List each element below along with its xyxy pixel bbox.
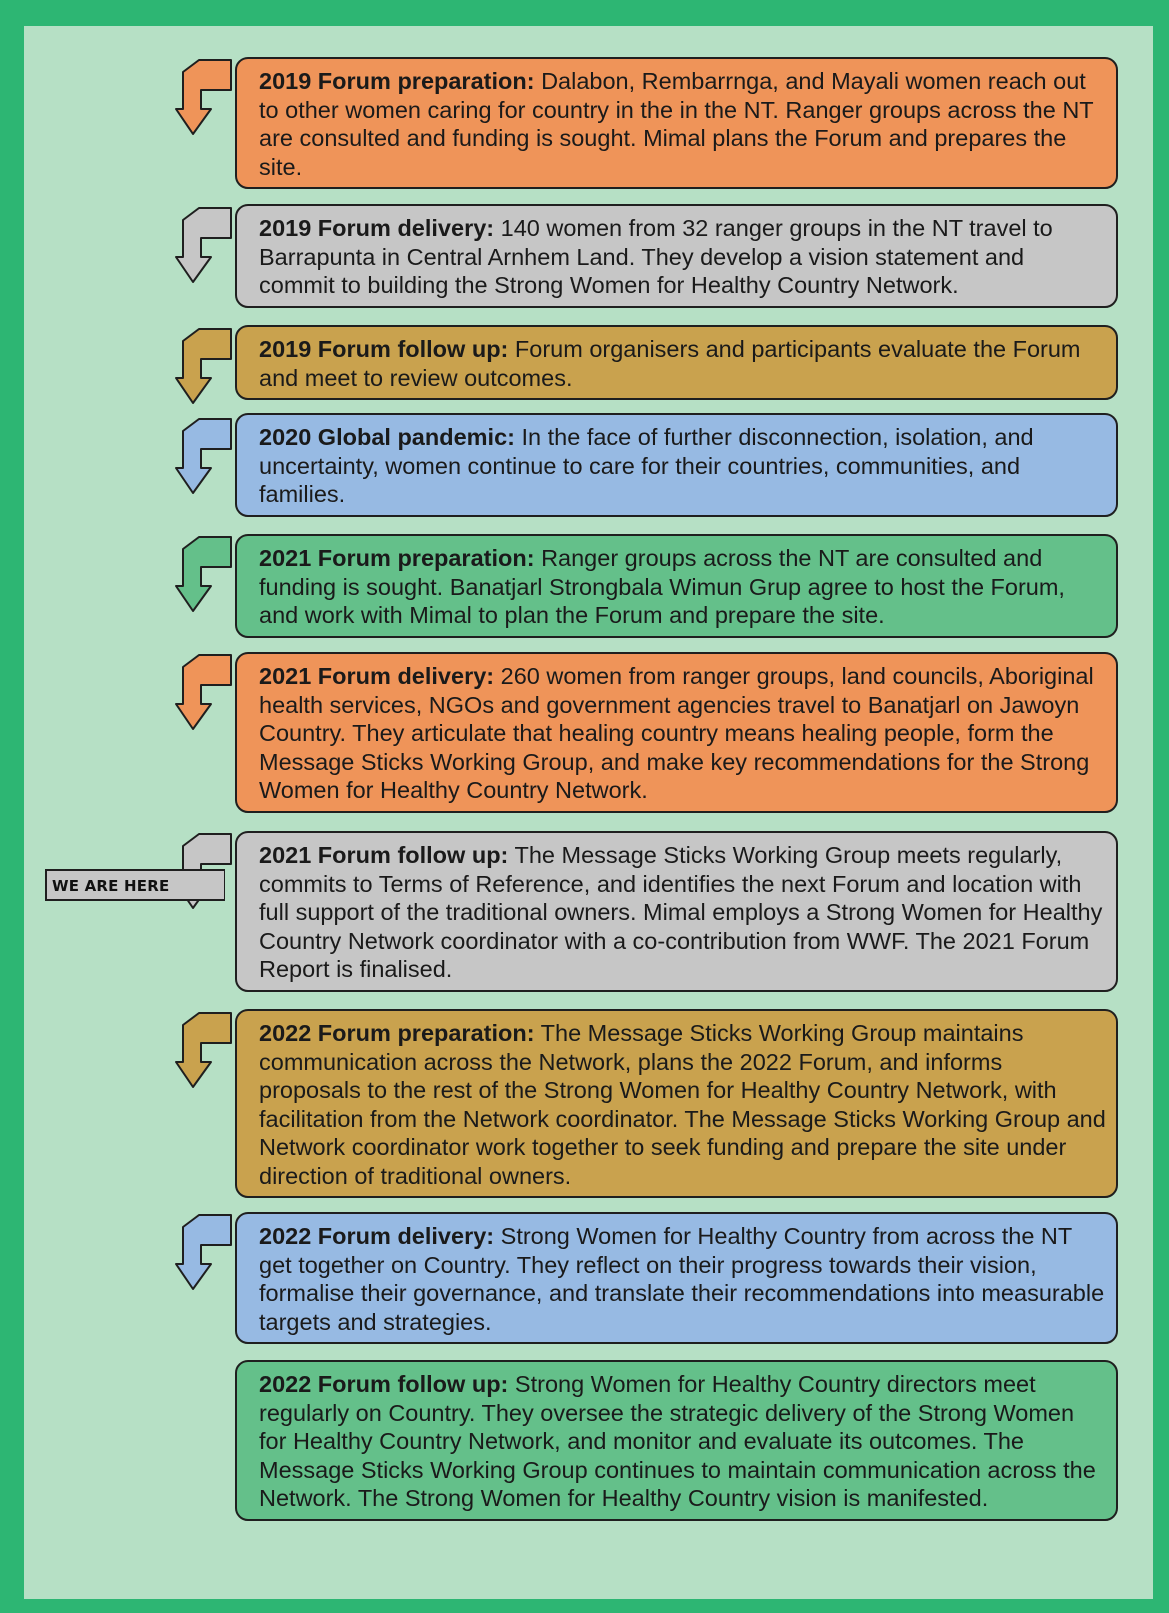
step-description: The Message Sticks Working Group maintains communication across the Network, plans the 2022 Forum, and informs proposals to the rest of the Strong Women for Healthy Country Network, with facilitation from the Network coordinator. The Message Sticks Working Group and Network coordinator work together to seek funding and prepare the site under direction of traditional owners.: [259, 1020, 1106, 1189]
step-heading: 2021 Forum delivery:: [259, 663, 495, 689]
timeline-step: [235, 831, 1118, 992]
step-heading: 2019 Forum preparation:: [259, 68, 535, 94]
arrow-down-icon: [175, 653, 235, 733]
step-heading: 2019 Forum follow up:: [259, 336, 509, 362]
step-description: Strong Women for Healthy Country directors meet regularly on Country. They oversee the strategic delivery of the Strong Women for Healthy Country Network, and monitor and evaluate its outcomes. The Message Sticks Working Group continues to maintain communication across the Network. The Strong Women for Healthy Country vision is manifested.: [259, 1371, 1096, 1511]
timeline-step: [235, 325, 1118, 400]
step-description: The Message Sticks Working Group meets regularly, commits to Terms of Reference, and identifies the next Forum and location with full support of the traditional owners. Mimal employs a Strong Women for Healthy Country Network coordinator with a co-contribution from WWF. The 2021 Forum Report is finalised.: [259, 842, 1103, 982]
timeline-step: [235, 204, 1118, 308]
step-heading: 2020 Global pandemic:: [259, 424, 515, 450]
arrow-down-icon: [175, 1213, 235, 1293]
step-heading: 2022 Forum delivery:: [259, 1223, 495, 1249]
step-description: Ranger groups across the NT are consulted and funding is sought. Banatjarl Strongbala Wimun Grup agree to host the Forum, and work with Mimal to plan the Forum and prepare the site.: [259, 545, 1065, 628]
step-description: Forum organisers and participants evaluate the Forum and meet to review outcomes.: [259, 336, 1081, 391]
arrow-down-icon: [175, 327, 235, 407]
step-description: In the face of further disconnection, isolation, and uncertainty, women continue to care for their countries, communities, and families.: [259, 424, 1034, 507]
timeline-step: [235, 1009, 1118, 1198]
timeline-step: [235, 534, 1118, 638]
step-heading: 2021 Forum follow up:: [259, 842, 509, 868]
arrow-down-icon: [175, 58, 235, 138]
timeline-step: [235, 652, 1118, 813]
arrow-down-icon: [175, 1011, 235, 1091]
arrow-down-icon: [175, 417, 235, 497]
step-description: 260 women from ranger groups, land councils, Aboriginal health services, NGOs and government agencies travel to Banatjarl on Jawoyn Country. They articulate that healing country means healing people, form the Message Sticks Working Group, and make key recommendations for the Strong Women for Healthy Country Network.: [259, 663, 1094, 803]
timeline-step: [235, 413, 1118, 517]
timeline-step: [235, 1360, 1118, 1521]
step-description: Dalabon, Rembarrnga, and Mayali women reach out to other women caring for country in the in the NT. Ranger groups across the NT are consulted and funding is sought. Mimal plans the Forum and prepares the site.: [259, 68, 1094, 180]
timeline-panel: [24, 26, 1153, 1599]
arrow-down-icon: [175, 206, 235, 286]
step-heading: 2022 Forum preparation:: [259, 1020, 535, 1046]
step-heading: 2019 Forum delivery:: [259, 215, 495, 241]
step-heading: 2021 Forum preparation:: [259, 545, 535, 571]
step-heading: 2022 Forum follow up:: [259, 1371, 509, 1397]
arrow-down-icon: [175, 535, 235, 615]
we-are-here-label: WE ARE HERE: [52, 877, 170, 895]
step-description: Strong Women for Healthy Country from across the NT get together on Country. They reflect on their progress towards their vision, formalise their governance, and translate their recommendations into measurable targets and strategies.: [259, 1223, 1105, 1335]
step-description: 140 women from 32 ranger groups in the NT travel to Barrapunta in Central Arnhem Land. They develop a vision statement and commit to building the Strong Women for Healthy Country Network.: [259, 215, 1053, 298]
timeline-step: [235, 1212, 1118, 1344]
timeline-step: [235, 57, 1118, 189]
